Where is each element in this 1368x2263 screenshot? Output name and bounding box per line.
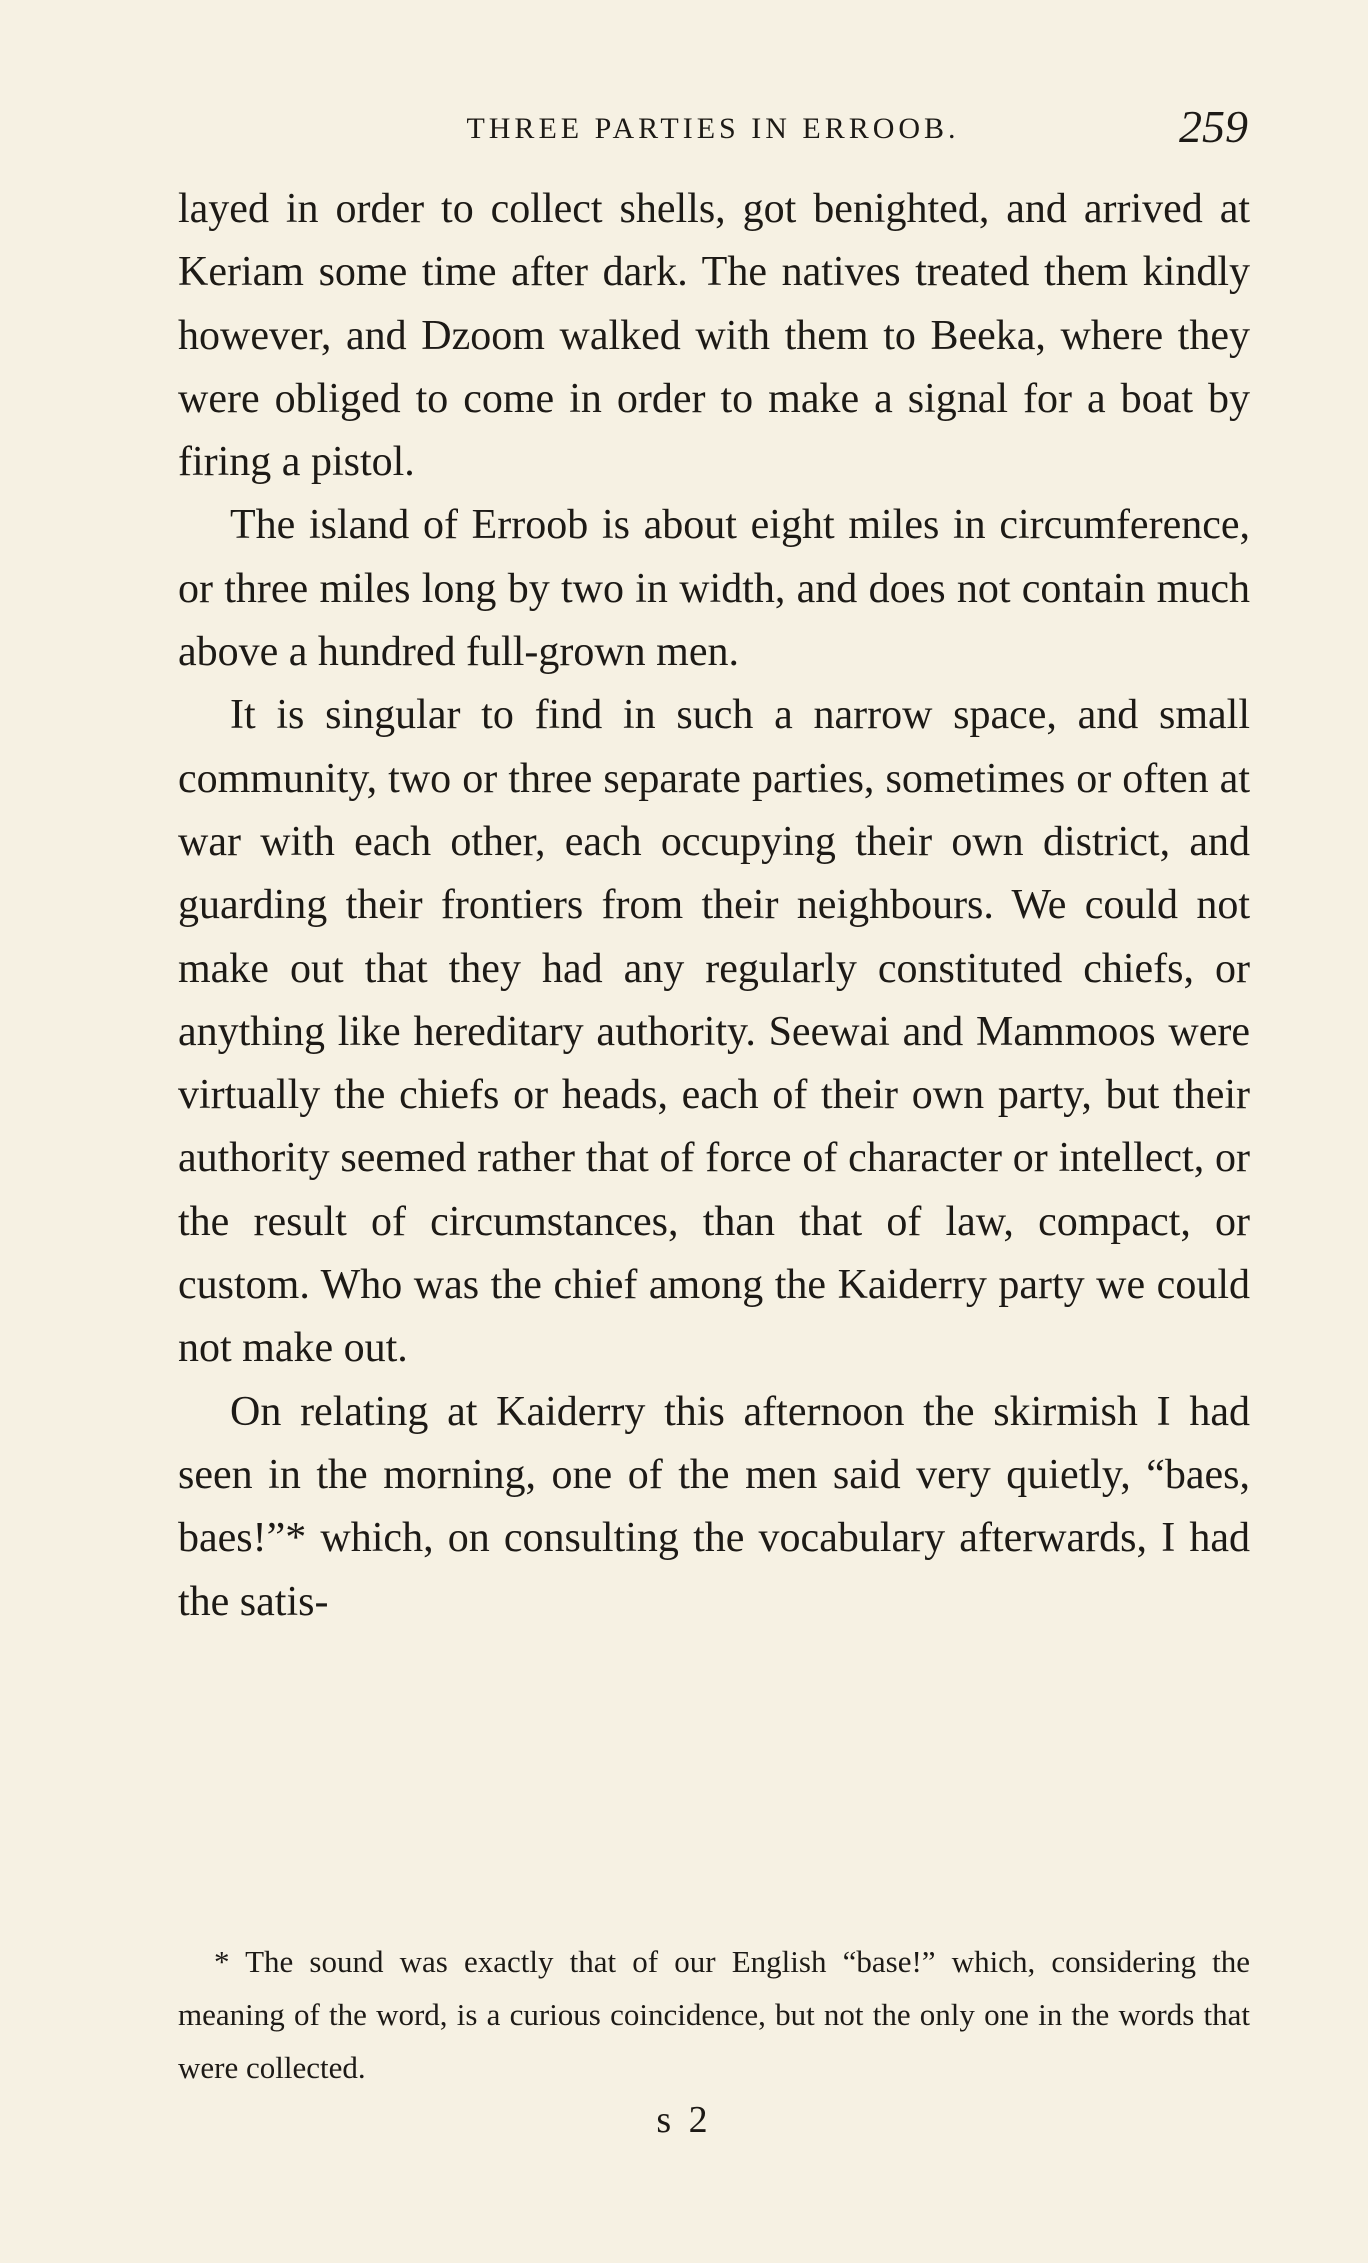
footnote [178, 1935, 1250, 2094]
paragraph: On relating at Kaiderry this afternoon the skirmish I had seen in the morning, one of the men said very quietly, “baes, baes!”* which, on consulting the vocabulary afterwards, I had the satis- [178, 1388, 1250, 1625]
paragraph: The island of Erroob is about eight miles in circumference, or three miles long by two in width, and does not contain much above a hundred full-grown men. [178, 502, 1250, 676]
running-head [178, 100, 1248, 160]
paragraph-continued: layed in order to collect shells, got benighted, and arrived at Keriam some time after dark. The natives treated them kindly however, and Dzoom walked with them to Beeka, where they were obliged to come in order to make a signal for a boat by firing a pistol. [178, 186, 1250, 486]
body-text [178, 178, 1250, 1634]
paragraph: It is singular to find in such a narrow space, and small community, two or three separate parties, sometimes or often at war with each other, each occupying their own district, and guarding their frontiers from their neighbours. We could not make out that they had any regularly constituted chiefs, or anything like hereditary authority. Seewai and Mammoos were virtually the chiefs or heads, each of their own party, but their authority seemed rather that of force of character or intellect, or the result of circumstances, than that of law, compact, or custom. Who was the chief among the Kaiderry party we could not make out. [178, 692, 1250, 1372]
running-title: THREE PARTIES IN ERROOB. [466, 112, 960, 145]
footnote-text: * The sound was exactly that of our English “base!” which, considering the meaning of the word, is a curious coincidence, but not the only one in the words that were collected. [178, 1944, 1250, 2085]
signature-mark: s 2 [656, 2099, 712, 2141]
page-number: 259 [1179, 101, 1248, 152]
